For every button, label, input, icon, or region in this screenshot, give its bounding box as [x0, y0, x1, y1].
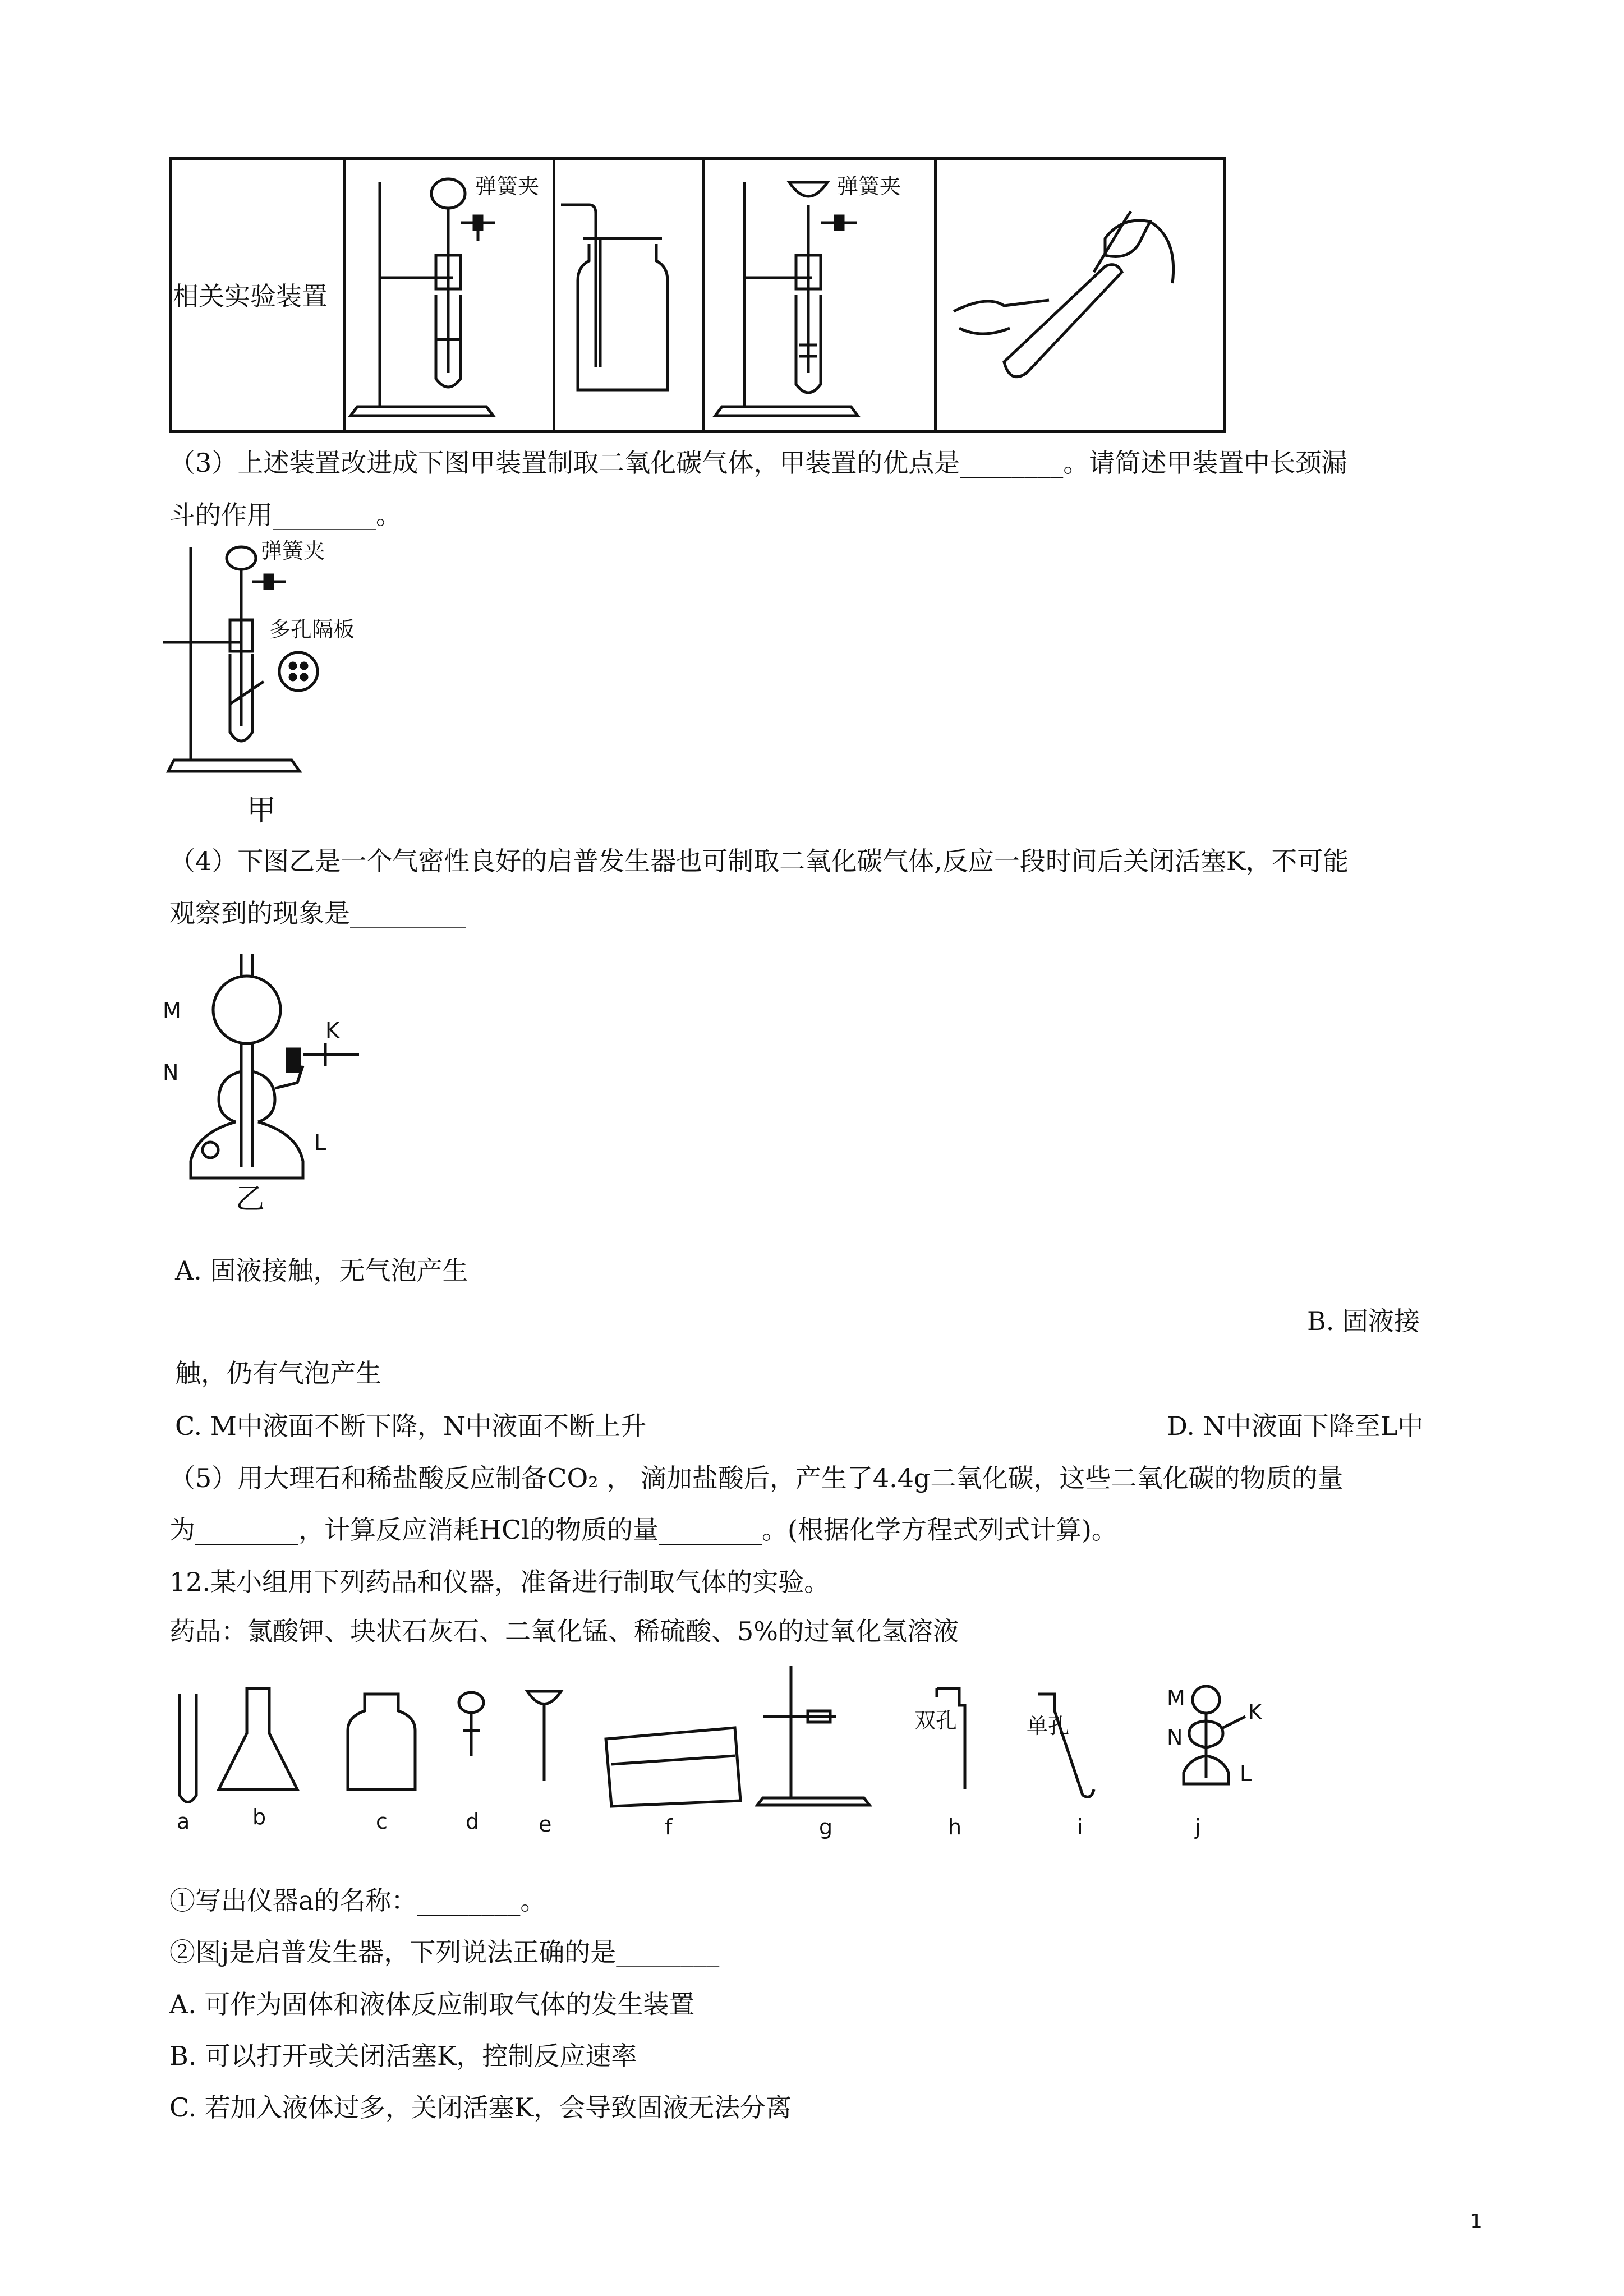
clip-label: 弹簧夹 — [475, 174, 540, 199]
q12-option-c: C. 若加入液体过多，关闭活塞K，会导致固液无法分离 — [169, 2092, 792, 2123]
q4-option-a: A. 固液接触，无气泡产生 — [175, 1255, 468, 1286]
clip-label: 弹簧夹 — [837, 174, 901, 199]
apparatus-4-diagram — [937, 160, 1225, 430]
q4-line2: 观察到的现象是_________ — [169, 898, 466, 928]
q12-sub1: ①写出仪器a的名称：________。 — [169, 1885, 546, 1916]
j-label-n: N — [1167, 1725, 1183, 1750]
q4-line1: （4）下图乙是一个气密性良好的启普发生器也可制取二氧化碳气体,反应一段时间后关闭活塞K，不可能 — [169, 846, 1349, 876]
apparatus-3-diagram — [705, 160, 934, 430]
yi-label-m: M — [163, 999, 181, 1023]
instrument-letter-c: c — [376, 1809, 388, 1834]
jia-clip-label: 弹簧夹 — [261, 539, 325, 563]
q4-option-c: C. M中液面不断下降，N中液面不断上升 — [175, 1411, 647, 1441]
h-text: 双孔 — [914, 1708, 958, 1733]
q4-option-d: D. N中液面下降至L中 — [1167, 1411, 1424, 1441]
figure-yi-caption: 乙 — [236, 1182, 265, 1216]
instrument-letter-g: g — [819, 1815, 833, 1839]
q4-option-b-tail: 触，仍有气泡产生 — [175, 1358, 381, 1388]
j-label-m: M — [1167, 1686, 1185, 1710]
j-label-l: L — [1240, 1761, 1252, 1786]
yi-label-k: K — [325, 1018, 339, 1043]
q12-option-a: A. 可作为固体和液体反应制取气体的发生装置 — [169, 1989, 695, 2019]
instrument-letter-f: f — [665, 1815, 673, 1839]
table-row-label: 相关实验装置 — [173, 281, 328, 311]
jia-plate-label: 多孔隔板 — [269, 617, 355, 642]
apparatus-1-diagram — [346, 160, 553, 430]
instruments-row — [163, 1660, 1285, 1851]
q3-line2: 斗的作用________。 — [169, 500, 402, 530]
q12-sub2: ②图j是启普发生器，下列说法正确的是________ — [169, 1937, 720, 1967]
q3-line1: （3）上述装置改进成下图甲装置制取二氧化碳气体，甲装置的优点是________。请简述甲装置中长颈漏 — [169, 448, 1347, 478]
yi-label-n: N — [163, 1060, 179, 1085]
q5-line2: 为________，计算反应消耗HCl的物质的量________。(根据化学方程式列式计算)。 — [169, 1515, 1117, 1545]
page-number: 1 — [1470, 2210, 1483, 2233]
figure-jia — [157, 541, 393, 777]
q12-title: 12.某小组用下列药品和仪器，准备进行制取气体的实验。 — [169, 1567, 830, 1597]
j-label-k: K — [1248, 1700, 1262, 1724]
instrument-letter-d: d — [466, 1809, 480, 1834]
yi-label-l: L — [314, 1130, 326, 1155]
q12-drugs: 药品：氯酸钾、块状石灰石、二氧化锰、稀硫酸、5%的过氧化氢溶液 — [169, 1616, 959, 1646]
instrument-letter-j: j — [1195, 1815, 1201, 1839]
instrument-letter-a: a — [177, 1809, 190, 1834]
q4-option-b-head: B. 固液接 — [1307, 1306, 1420, 1336]
apparatus-2-diagram — [555, 160, 702, 430]
instrument-letter-h: h — [948, 1815, 962, 1839]
figure-jia-caption: 甲 — [247, 794, 277, 827]
q12-option-b: B. 可以打开或关闭活塞K，控制反应速率 — [169, 2041, 637, 2071]
instrument-letter-i: i — [1077, 1815, 1083, 1839]
i-text: 单孔 — [1027, 1714, 1070, 1738]
q5-line1: （5）用大理石和稀盐酸反应制备CO₂ ， 滴加盐酸后，产生了4.4g二氧化碳，这些二氧化碳的物质的量 — [169, 1463, 1344, 1493]
instrument-letter-b: b — [252, 1805, 266, 1829]
instrument-letter-e: e — [539, 1812, 552, 1837]
figure-yi — [157, 948, 393, 1184]
